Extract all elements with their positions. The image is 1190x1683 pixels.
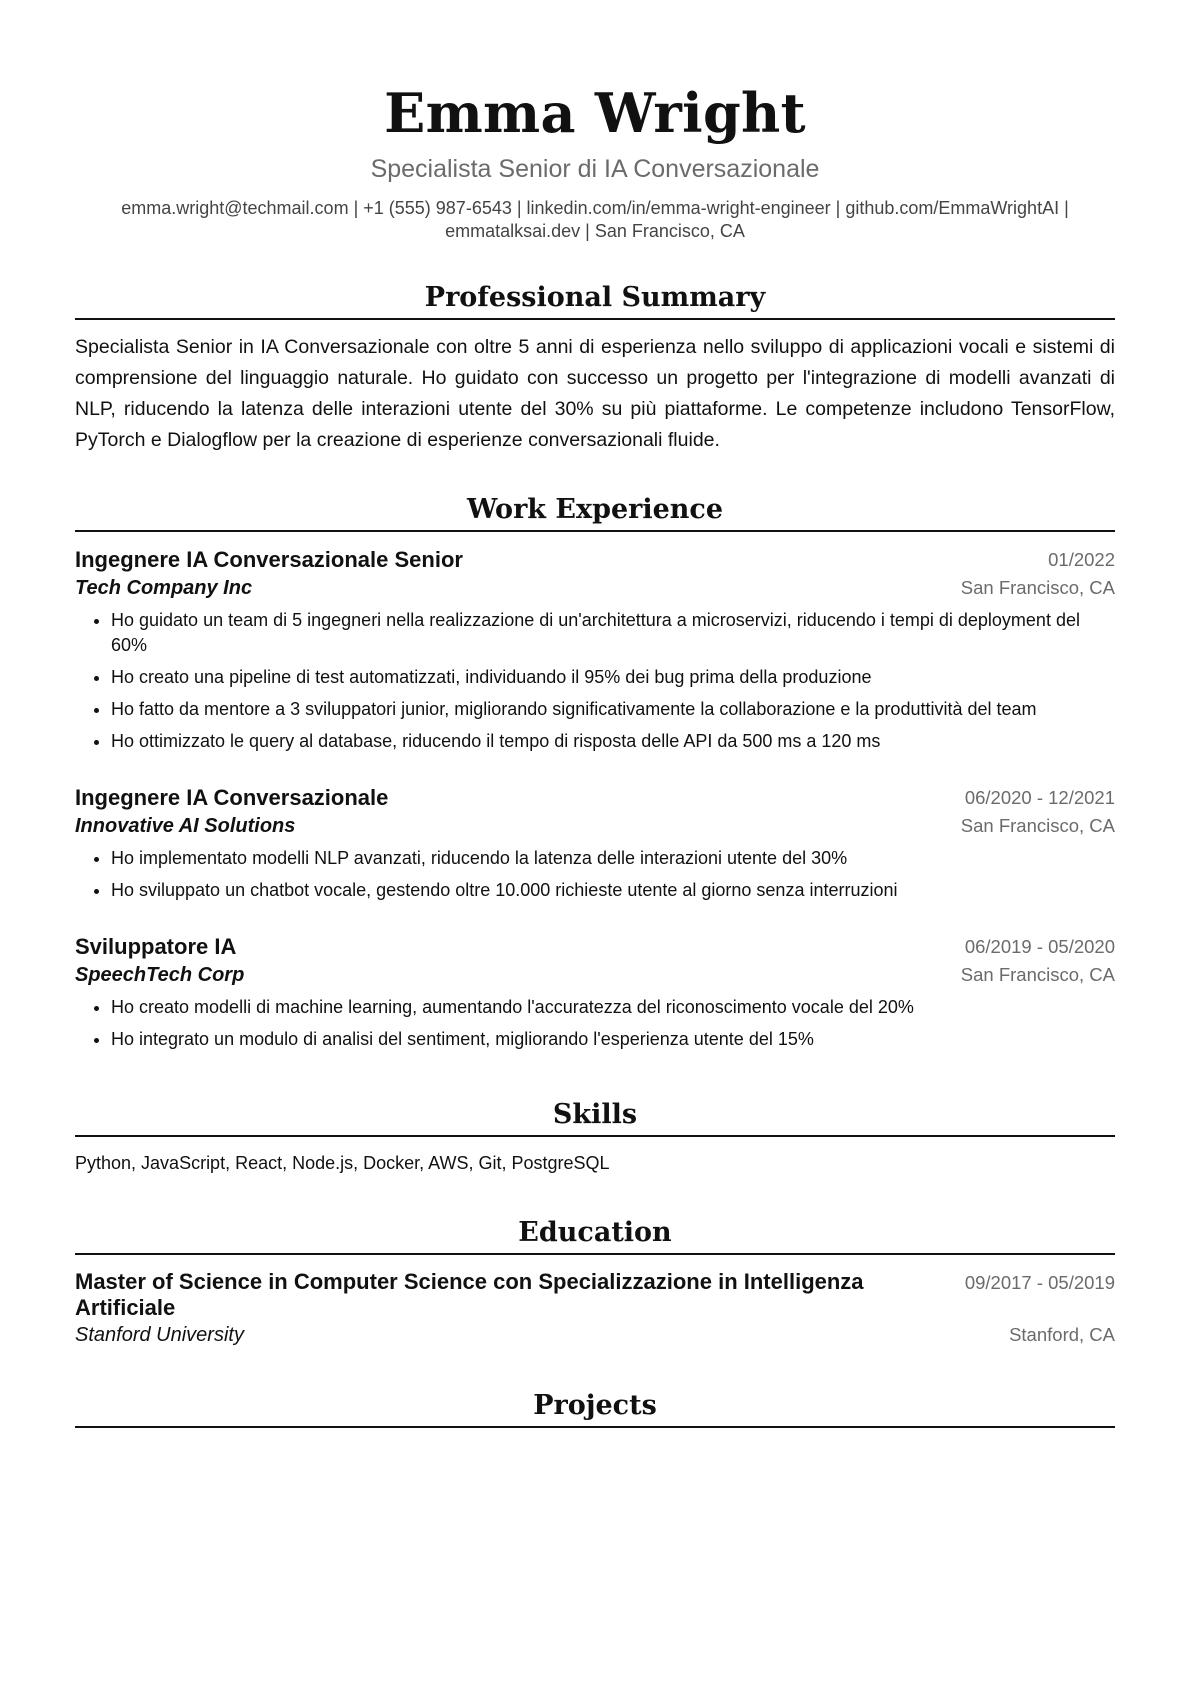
job-title: Sviluppatore IA xyxy=(75,934,237,959)
job-bullet: • Ho fatto da mentore a 3 sviluppatori junior, migliorando significativamente la collaborazione e la produttività del team xyxy=(111,697,1115,722)
job-bullet: • Ho creato una pipeline di test automatizzati, individuando il 95% dei bug prima della produzione xyxy=(111,665,1115,690)
job-bullet: • Ho implementato modelli NLP avanzati, riducendo la latenza delle interazioni utente del 30% xyxy=(111,846,1115,871)
education-location: Stanford, CA xyxy=(1009,1324,1115,1345)
job-bullet: • Ho sviluppato un chatbot vocale, gestendo oltre 10.000 richieste utente al giorno senza interruzioni xyxy=(111,878,1115,903)
candidate-name: Emma Wright xyxy=(384,81,806,145)
job-bullet: • Ho integrato un modulo di analisi del sentiment, migliorando l'esperienza utente del 15% xyxy=(111,1027,1115,1052)
job-company: Tech Company Inc xyxy=(75,577,253,599)
candidate-subtitle: Specialista Senior di IA Conversazionale xyxy=(370,155,820,183)
job-entry xyxy=(75,933,1115,1052)
resume-header xyxy=(75,0,1115,243)
job-bullets xyxy=(75,846,1115,903)
job-bullets xyxy=(75,995,1115,1052)
skills-section xyxy=(75,1098,1115,1175)
job-location: San Francisco, CA xyxy=(960,577,1115,598)
job-bullet: • Ho creato modelli di machine learning, aumentando l'accuratezza del riconoscimento vocale del 20% xyxy=(111,995,1115,1020)
job-title: Ingegnere IA Conversazionale xyxy=(75,785,389,810)
education-section xyxy=(75,1216,1115,1349)
skills-list: Python, JavaScript, React, Node.js, Docker, AWS, Git, PostgreSQL xyxy=(75,1153,610,1173)
job-bullet: • Ho ottimizzato le query al database, riducendo il tempo di risposta delle API da 500 ms a 120 ms xyxy=(111,729,1115,754)
job-location: San Francisco, CA xyxy=(960,964,1115,985)
job-title: Ingegnere IA Conversazionale Senior xyxy=(75,547,463,572)
job-company: Innovative AI Solutions xyxy=(75,815,296,837)
job-company: SpeechTech Corp xyxy=(75,964,245,986)
job-date: 06/2020 - 12/2021 xyxy=(964,787,1115,808)
section-title-experience: Work Experience xyxy=(75,493,1115,532)
contact-line: emma.wright@techmail.com | +1 (555) 987-6543 | linkedin.com/in/emma-wright-engineer | github.com/EmmaWrightAI | emmatalksai.dev | San Francisco, CA xyxy=(121,198,1069,241)
summary-section xyxy=(75,281,1115,456)
job-bullets xyxy=(75,608,1115,754)
job-bullet: • Ho guidato un team di 5 ingegneri nella realizzazione di un'architettura a microservizi, riducendo i tempi di deployment del 60% xyxy=(111,608,1115,658)
summary-text: Specialista Senior in IA Conversazionale con oltre 5 anni di esperienza nello sviluppo di applicazioni vocali e sistemi di comprensione del linguaggio naturale. Ho guidato con successo un progetto per l'integrazione di modelli avanzati di NLP, riducendo la latenza delle interazioni utente del 30% su più piattaforme. Le competenze includono TensorFlow, PyTorch e Dialogflow per la creazione di esperienze conversazionali fluide. xyxy=(75,336,1115,451)
job-location: San Francisco, CA xyxy=(960,815,1115,836)
job-entry xyxy=(75,784,1115,903)
school-name: Stanford University xyxy=(75,1324,244,1346)
section-title-summary: Professional Summary xyxy=(75,281,1115,320)
education-date: 09/2017 - 05/2019 xyxy=(964,1272,1115,1293)
degree-title: Master of Science in Computer Science con Specializzazione in Intelligenza Artificiale xyxy=(75,1269,864,1320)
section-title-education: Education xyxy=(75,1216,1115,1255)
projects-section xyxy=(75,1389,1115,1428)
section-title-skills: Skills xyxy=(75,1098,1115,1137)
section-title-projects: Projects xyxy=(75,1389,1115,1428)
education-entry xyxy=(75,1269,1115,1349)
job-entry xyxy=(75,546,1115,754)
job-date: 06/2019 - 05/2020 xyxy=(964,936,1115,957)
job-date: 01/2022 xyxy=(1048,549,1115,570)
experience-section xyxy=(75,493,1115,1052)
